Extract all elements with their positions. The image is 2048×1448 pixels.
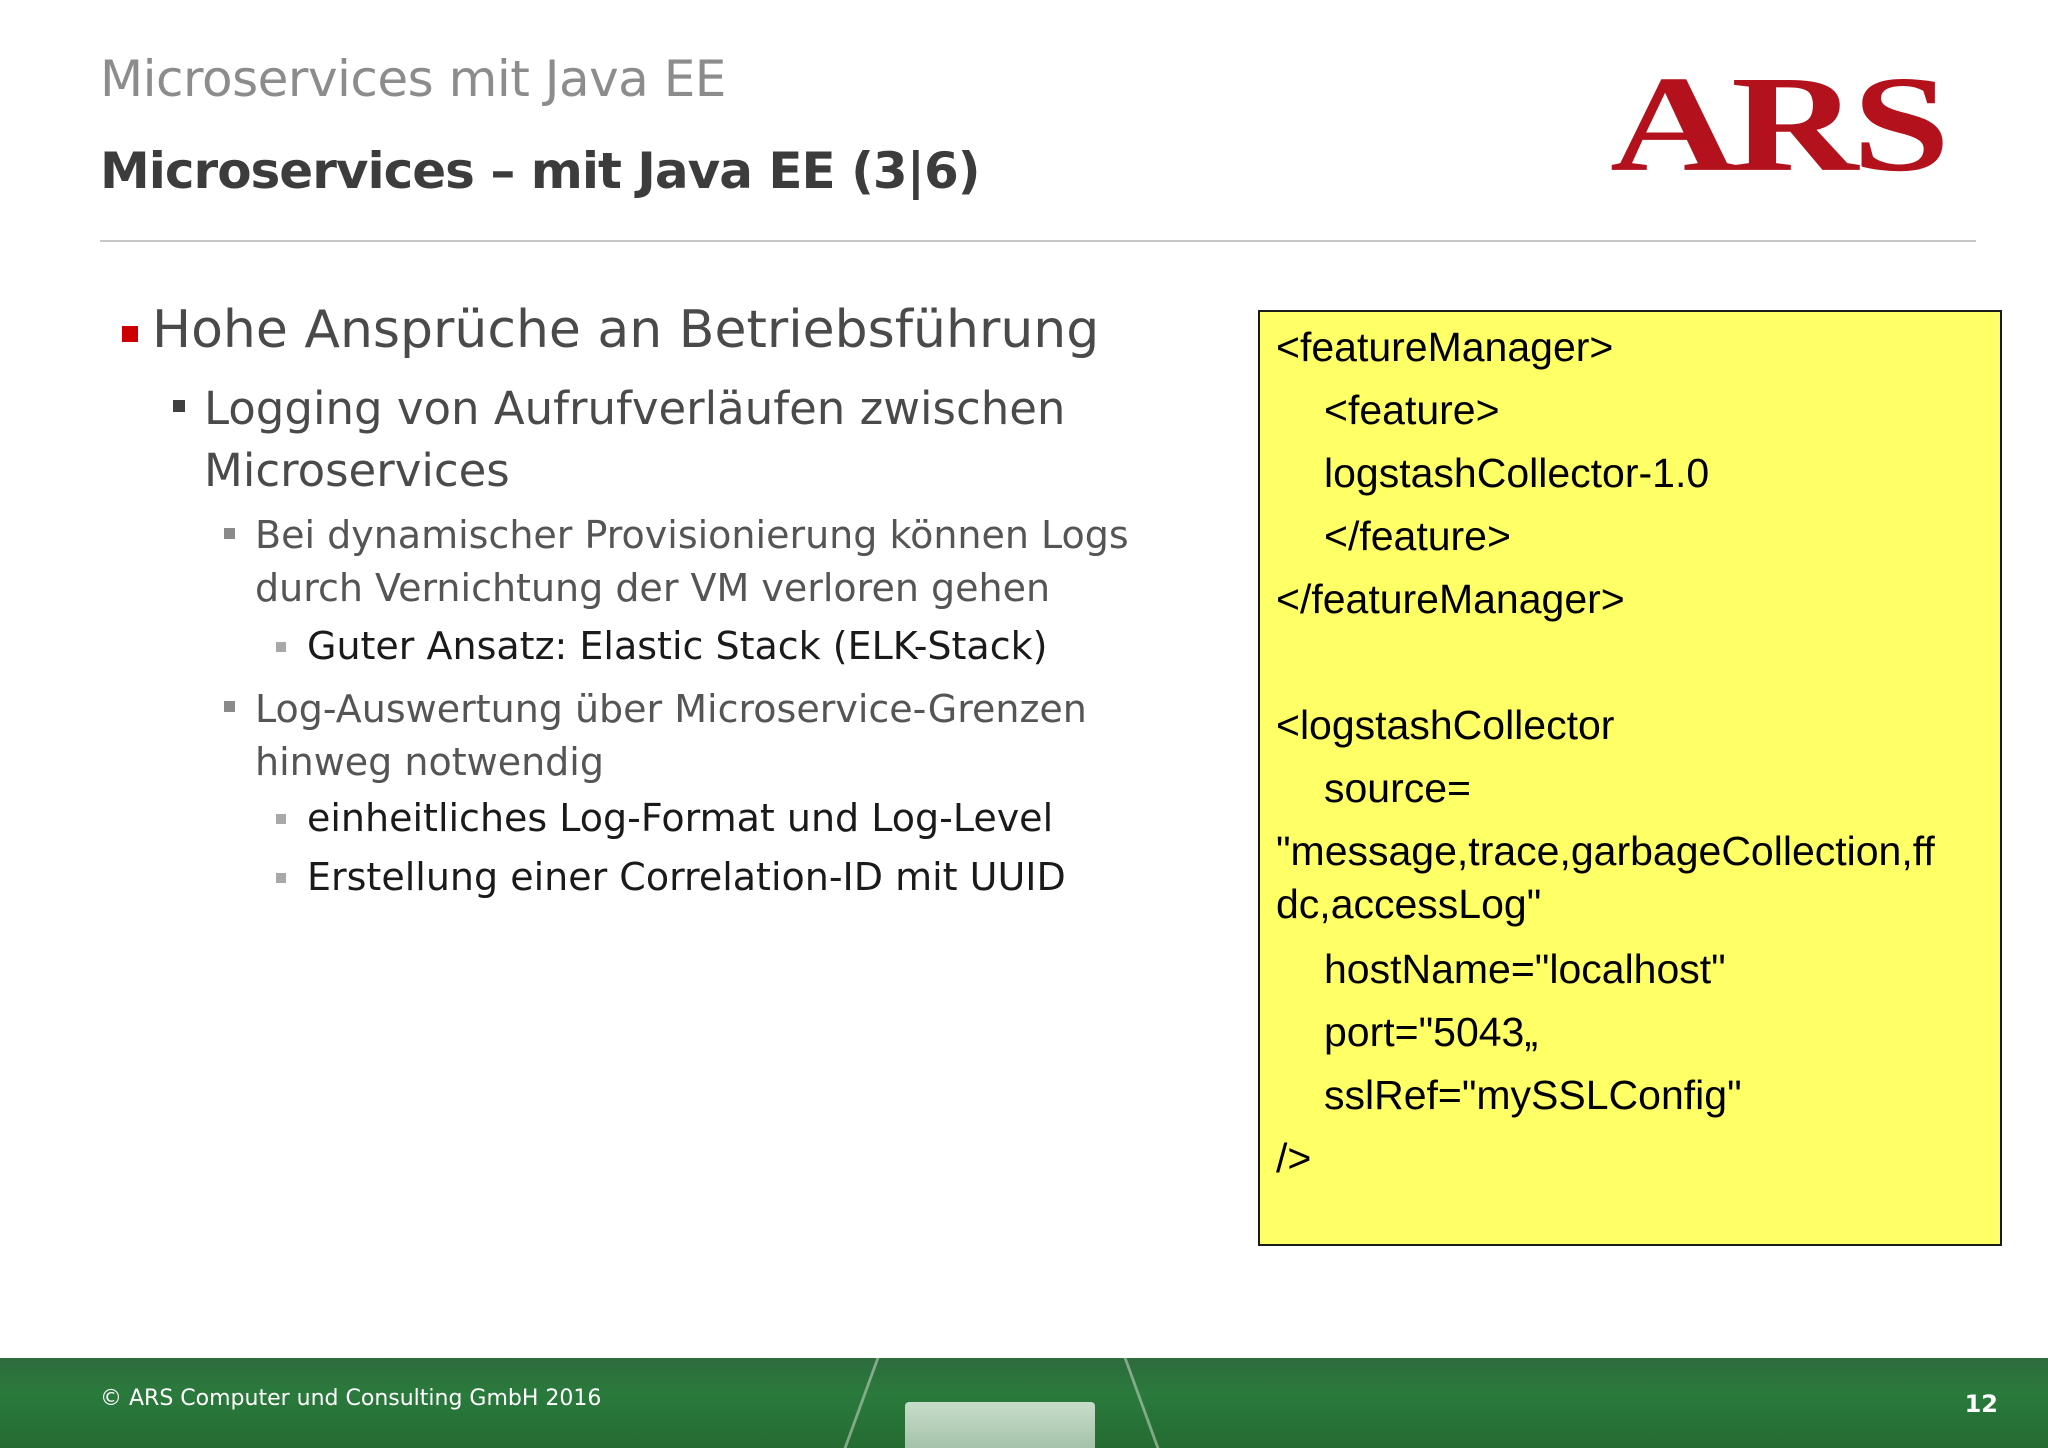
square-bullet-icon (173, 400, 185, 412)
square-bullet-icon (224, 528, 235, 539)
code-line: port="5043„ (1324, 1009, 1539, 1055)
footer-building-image (905, 1402, 1095, 1448)
square-bullet-icon (276, 873, 286, 883)
code-line: <logstashCollector (1276, 702, 1615, 748)
code-line: logstashCollector-1.0 (1324, 450, 1710, 496)
copyright-text: © ARS Computer und Consulting GmbH 2016 (100, 1386, 602, 1411)
code-line: sslRef="mySSLConfig" (1324, 1072, 1742, 1118)
bullet-level4c: Erstellung einer Correlation-ID mit UUID (307, 855, 1066, 899)
bullet-level3b-line1: Log-Auswertung über Microservice-Grenzen (255, 687, 1087, 731)
ars-logo: ARS (1610, 48, 1945, 201)
bullet-level3a-line1: Bei dynamischer Provisionierung können Logs (255, 513, 1129, 557)
code-line: </featureManager> (1276, 576, 1625, 622)
bullet-level2-line1: Logging von Aufrufverläufen zwischen (204, 382, 1066, 435)
slide-title: Microservices – mit Java EE (3|6) (100, 142, 980, 200)
section-kicker: Microservices mit Java EE (100, 50, 726, 108)
footer-decoration (844, 1358, 880, 1448)
footer-decoration (1124, 1358, 1160, 1448)
code-line: dc,accessLog" (1276, 881, 1542, 927)
code-line: hostName="localhost" (1324, 946, 1726, 992)
code-line: /> (1276, 1135, 1312, 1181)
bullet-level2-line2: Microservices (204, 444, 510, 497)
code-line: "message,trace,garbageCollection,ff (1276, 828, 1935, 874)
header-divider (100, 240, 1976, 242)
bullet-level4b: einheitliches Log-Format und Log-Level (307, 796, 1054, 840)
bullet-level1: Hohe Ansprüche an Betriebsführung (152, 300, 1100, 360)
square-bullet-icon (276, 642, 286, 652)
red-square-bullet-icon (122, 326, 138, 342)
code-sample-box (1258, 310, 2002, 1246)
code-line: <featureManager> (1276, 324, 1614, 370)
page-number: 12 (1964, 1390, 1998, 1418)
square-bullet-icon (224, 701, 235, 712)
code-line: source= (1324, 765, 1472, 811)
bullet-level4a: Guter Ansatz: Elastic Stack (ELK-Stack) (307, 624, 1048, 668)
square-bullet-icon (276, 814, 286, 824)
code-line: <feature> (1324, 387, 1500, 433)
bullet-level3a-line2: durch Vernichtung der VM verloren gehen (255, 566, 1051, 610)
bullet-level3b-line2: hinweg notwendig (255, 740, 604, 784)
code-line: </feature> (1324, 513, 1511, 559)
